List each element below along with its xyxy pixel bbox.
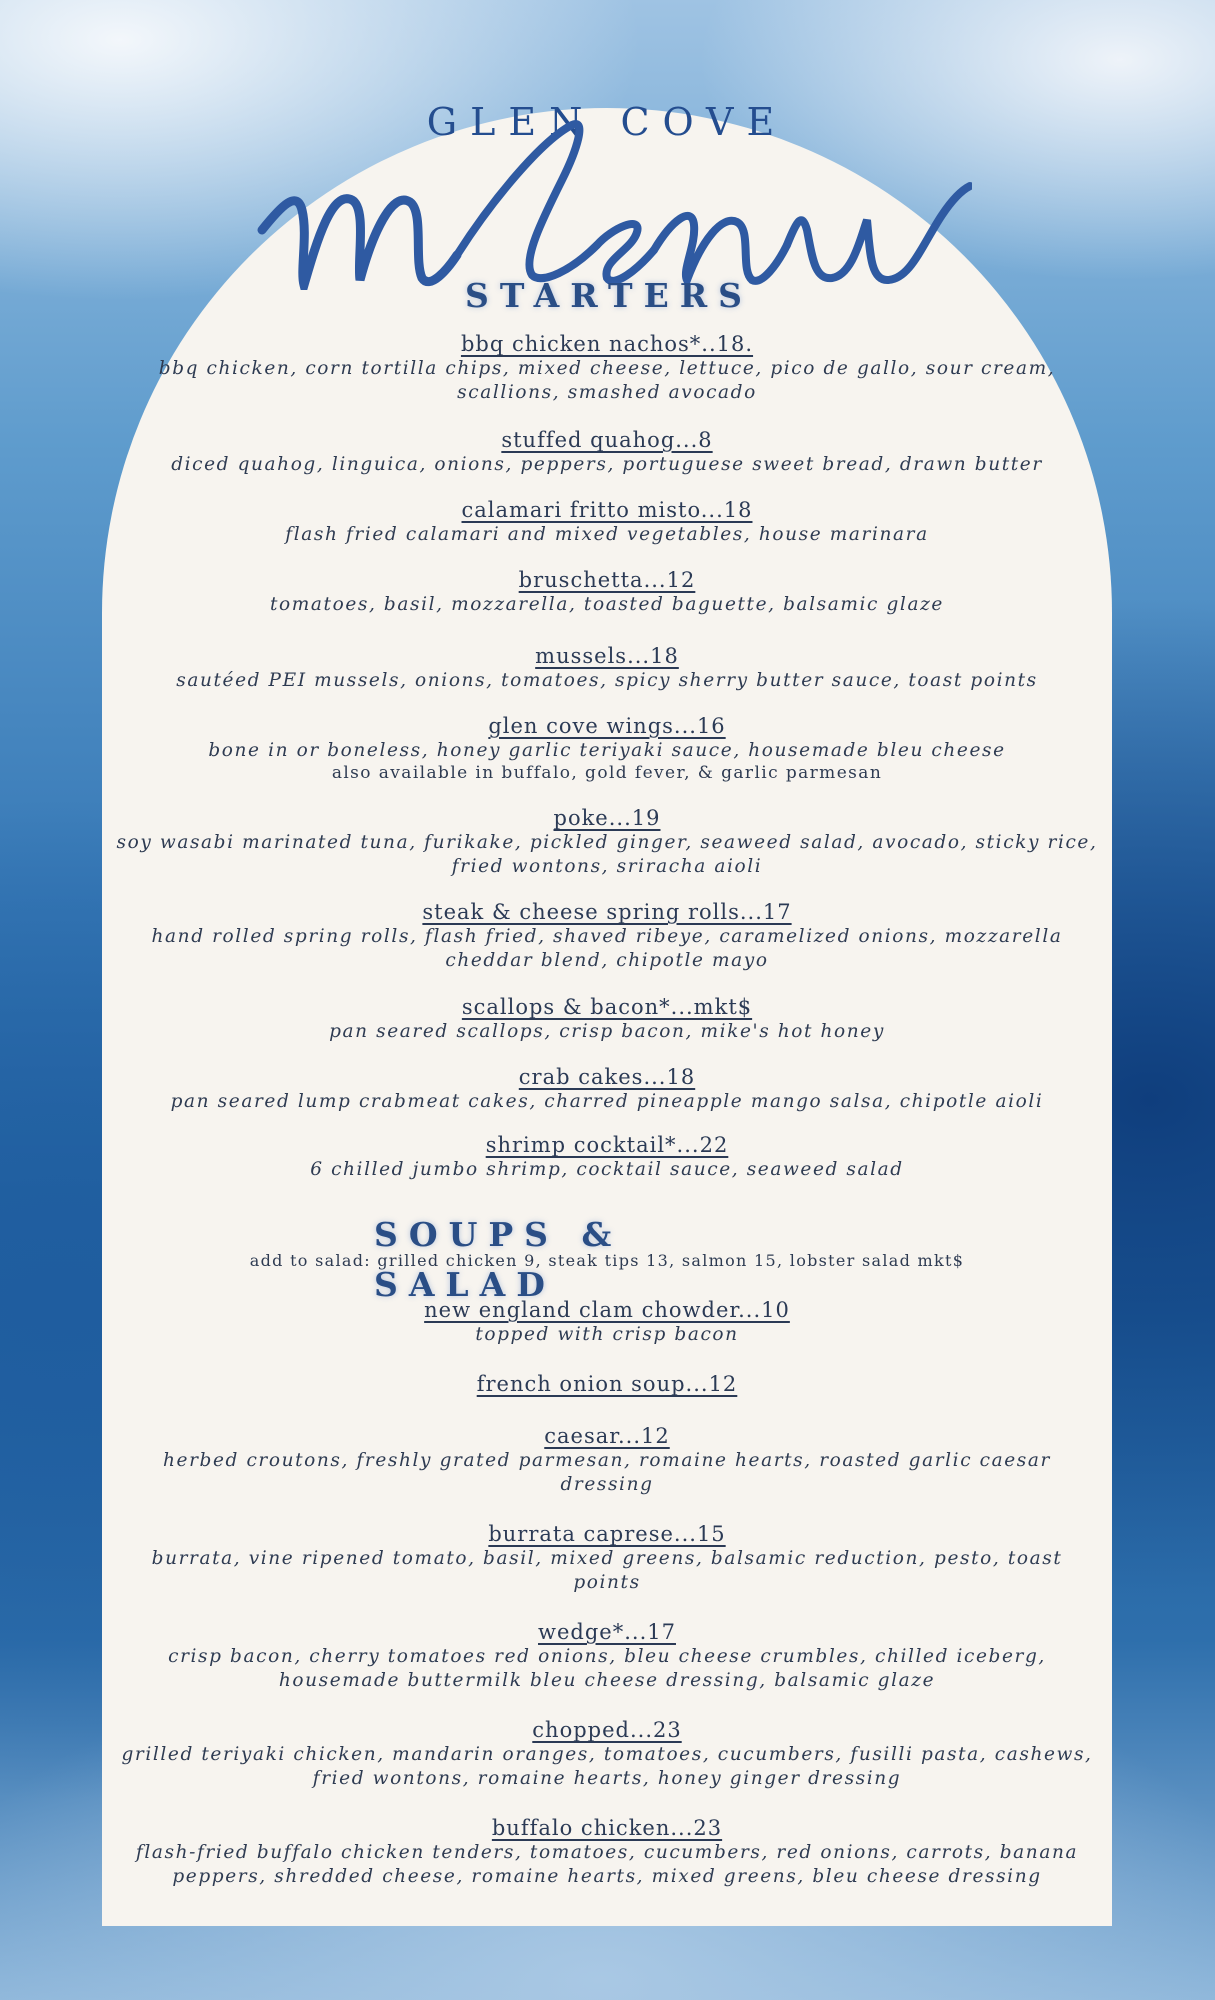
item-description: bbq chicken, corn tortilla chips, mixed cheese, lettuce, pico de gallo, sour cream, scallions, smashed avocado: [158, 358, 1056, 403]
menu-item: [102, 1522, 1112, 1595]
item-description: soy wasabi marinated tuna, furikake, pickled ginger, seaweed salad, avocado, sticky rice, fried wontons, sriracha aioli: [116, 832, 1098, 877]
salad-heading-line: SALAD: [374, 1265, 556, 1304]
menu-item: [102, 428, 1112, 477]
item-name: caesar...12: [544, 1424, 670, 1448]
item-name: new england clam chowder...10: [424, 1298, 790, 1322]
menu-item: [102, 995, 1112, 1044]
item-name: wedge*...17: [538, 1620, 676, 1644]
item-description: sautéed PEI mussels, onions, tomatoes, spicy sherry butter sauce, toast points: [176, 670, 1038, 691]
item-name: scallops & bacon*...mkt$: [461, 995, 753, 1019]
menu-item: [102, 644, 1112, 693]
menu-item: [102, 1424, 1112, 1497]
item-name: shrimp cocktail*...22: [485, 1133, 729, 1157]
salad-addon-note: add to salad: grilled chicken 9, steak tips 13, salmon 15, lobster salad mkt$: [249, 1251, 965, 1270]
item-description: hand rolled spring rolls, flash fried, shaved ribeye, caramelized onions, mozzarella cheddar blend, chipotle mayo: [151, 926, 1063, 971]
menu-item: [102, 1298, 1112, 1347]
menu-item: [102, 1372, 1112, 1397]
item-name: chopped...23: [532, 1718, 682, 1742]
item-description: grilled teriyaki chicken, mandarin oranges, tomatoes, cucumbers, fusilli pasta, cashews, fried wontons, romaine hearts, honey ginger dressing: [121, 1744, 1093, 1789]
menu-item: [102, 498, 1112, 547]
menu-script-title: [242, 120, 972, 290]
starters-heading: STARTERS: [465, 276, 753, 315]
item-description: pan seared scallops, crisp bacon, mike's hot honey: [329, 1021, 885, 1042]
item-name: buffalo chicken...23: [491, 1816, 723, 1840]
menu-item: [102, 568, 1112, 617]
item-name: glen cove wings...16: [488, 714, 726, 738]
menu-item: [102, 332, 1112, 405]
menu-content: [102, 0, 1112, 2000]
item-name: calamari fritto misto...18: [461, 498, 753, 522]
item-name: crab cakes...18: [518, 1065, 696, 1089]
menu-item: [102, 1133, 1112, 1182]
item-note: also available in buffalo, gold fever, & garlic parmesan: [331, 763, 883, 783]
item-description: pan seared lump crabmeat cakes, charred pineapple mango salsa, chipotle aioli: [170, 1091, 1044, 1112]
item-name: mussels...18: [535, 644, 679, 668]
menu-item: [102, 1620, 1112, 1693]
item-description: bone in or boneless, honey garlic teriyaki sauce, housemade bleu cheese: [208, 740, 1006, 761]
item-name: bruschetta...12: [518, 568, 696, 592]
menu-item: [102, 1718, 1112, 1791]
menu-item: [102, 714, 1112, 783]
item-name: burrata caprese...15: [488, 1522, 726, 1546]
menu-item: [102, 900, 1112, 973]
restaurant-name: GLEN COVE: [426, 100, 788, 144]
item-name: stuffed quahog...8: [501, 428, 713, 452]
item-name: poke...19: [553, 806, 661, 830]
item-description: flash fried calamari and mixed vegetables, house marinara: [285, 524, 929, 545]
item-description: flash-fried buffalo chicken tenders, tomatoes, cucumbers, red onions, carrots, banana peppers, shredded cheese, romaine hearts, mixed greens, bleu cheese dressing: [135, 1842, 1079, 1887]
soups-heading-line: SOUPS &: [374, 1215, 623, 1254]
item-name: bbq chicken nachos*..18.: [460, 332, 754, 356]
item-description: herbed croutons, freshly grated parmesan, romaine hearts, roasted garlic caesar dressing: [163, 1450, 1051, 1495]
item-description: burrata, vine ripened tomato, basil, mixed greens, balsamic reduction, pesto, toast points: [151, 1548, 1063, 1593]
item-description: topped with crisp bacon: [475, 1324, 739, 1345]
item-description: crisp bacon, cherry tomatoes red onions, bleu cheese crumbles, chilled iceberg, housemade buttermilk bleu cheese dressing, balsamic glaze: [168, 1646, 1046, 1691]
menu-item: [102, 1065, 1112, 1114]
item-description: tomatoes, basil, mozzarella, toasted baguette, balsamic glaze: [270, 594, 944, 615]
menu-item: [102, 1816, 1112, 1889]
item-description: 6 chilled jumbo shrimp, cocktail sauce, seaweed salad: [310, 1159, 904, 1180]
menu-item: [102, 806, 1112, 879]
item-name: steak & cheese spring rolls...17: [422, 900, 792, 924]
item-description: diced quahog, linguica, onions, peppers, portuguese sweet bread, drawn butter: [171, 454, 1043, 475]
item-name: french onion soup...12: [476, 1372, 738, 1396]
